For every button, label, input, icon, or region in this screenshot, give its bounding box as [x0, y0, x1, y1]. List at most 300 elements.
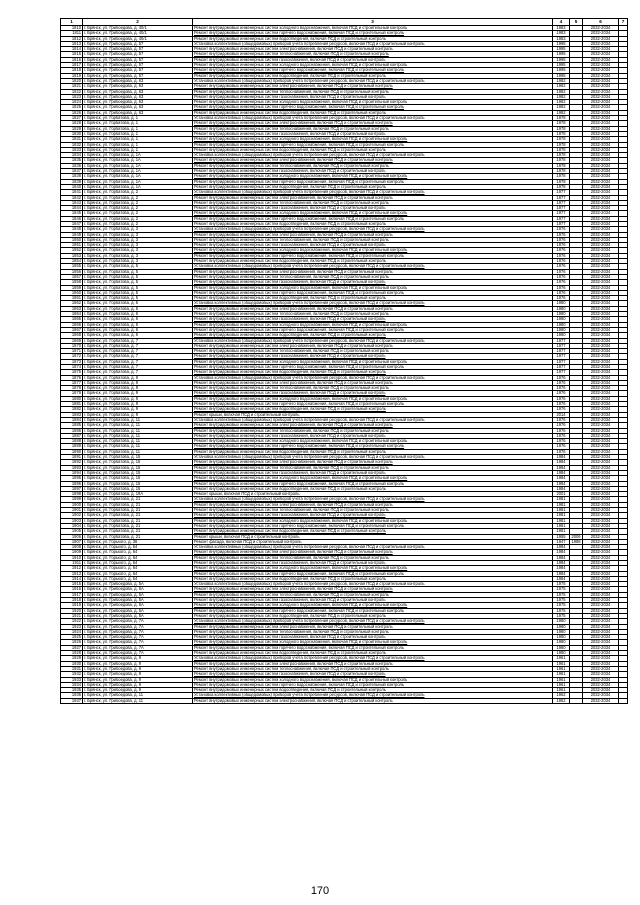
- address-cell: г. Брянск, ул. Горбатова, д. 9: [83, 412, 193, 417]
- plan-period-cell: 2032-2034: [583, 635, 619, 640]
- plan-period-cell: 2032-2034: [583, 582, 619, 587]
- build-year-cell: 1995: [553, 57, 570, 62]
- build-year-cell: 1976: [553, 380, 570, 385]
- row-number: 1813: [61, 41, 83, 46]
- work-type-cell: Ремонт внутридомовых инженерных систем горячего водоснабжения, включая ПСД и строительный контроль: [193, 253, 553, 258]
- address-cell: г. Брянск, ул. Грибоедова, д. 7А: [83, 629, 193, 634]
- plan-period-cell: 2032-2034: [583, 31, 619, 36]
- address-cell: г. Брянск, ул. Горбатова, д. 2: [83, 216, 193, 221]
- build-year-cell: 1976: [553, 259, 570, 264]
- header-cell: 6: [583, 19, 619, 26]
- address-cell: г. Брянск, ул. Горбатова, д. 7: [83, 343, 193, 348]
- build-year-cell: 1977: [553, 211, 570, 216]
- row-number: 1831: [61, 137, 83, 142]
- row-number: 1835: [61, 158, 83, 163]
- work-type-cell: Ремонт внутридомовых инженерных систем водоотведения, включая ПСД и строительный контроль: [193, 407, 553, 412]
- address-cell: г. Брянск, ул. Горбатова, д. 3: [83, 227, 193, 232]
- repair-year-cell: 2006: [571, 534, 581, 539]
- build-year-cell: 1977: [553, 195, 570, 200]
- address-cell: г. Брянск, ул. Горбатова, д. 21: [83, 508, 193, 513]
- plan-period-cell: 2032-2034: [583, 661, 619, 666]
- work-type-cell: Установка коллективных (общедомовых) приборов учета потребления ресурсов, включая ПСД и строительный контроль: [193, 338, 553, 343]
- row-number: 1935: [61, 688, 83, 693]
- build-year-cell: 1961: [553, 656, 570, 661]
- plan-period-cell: 2032-2034: [583, 121, 619, 126]
- row-number: 1840: [61, 184, 83, 189]
- build-year-cell: 1984: [553, 476, 570, 481]
- row-number: 1889: [61, 444, 83, 449]
- address-cell: г. Брянск, ул. Горбатова, д. 11: [83, 444, 193, 449]
- build-year-cell: 1976: [553, 439, 570, 444]
- build-year-cell: 1975: [553, 608, 570, 613]
- row-number: 1862: [61, 301, 83, 306]
- build-year-cell: 1961: [553, 661, 570, 666]
- build-year-cell: 1984: [553, 470, 570, 475]
- repair-year-cell: [570, 698, 583, 703]
- plan-period-cell: 2032-2034: [583, 153, 619, 158]
- row-number: 1824: [61, 100, 83, 105]
- work-type-cell: Ремонт внутридомовых инженерных систем холодного водоснабжения, включая ПСД и строительный контроль: [193, 359, 553, 364]
- build-year-cell: 1984: [553, 465, 570, 470]
- plan-period-cell: 2032-2034: [583, 592, 619, 597]
- build-year-cell: 1976: [553, 396, 570, 401]
- work-type-cell: Ремонт внутридомовых инженерных систем горячего водоснабжения, включая ПСД и строительный контроль: [193, 481, 553, 486]
- plan-period-cell: 2032-2034: [583, 206, 619, 211]
- plan-period-cell: 2032-2034: [583, 481, 619, 486]
- row-number: 1882: [61, 407, 83, 412]
- plan-period-cell: 2032-2034: [583, 68, 619, 73]
- row-number: 1845: [61, 211, 83, 216]
- build-year-cell: 1995: [553, 73, 570, 78]
- work-type-cell: Ремонт внутридомовых инженерных систем теплоснабжения, включая ПСД и строительный контроль: [193, 126, 553, 131]
- row-number: 1815: [61, 52, 83, 57]
- row-number: 1844: [61, 206, 83, 211]
- plan-period-cell: 2032-2034: [583, 116, 619, 121]
- build-year-cell: 1976: [553, 290, 570, 295]
- row-number: 1876: [61, 375, 83, 380]
- build-year-cell: 1983: [553, 36, 570, 41]
- build-year-cell: 1976: [553, 274, 570, 279]
- work-type-cell: Ремонт внутридомовых инженерных систем водоотведения, включая ПСД и строительный контроль: [193, 36, 553, 41]
- address-cell: г. Брянск, ул. Горбатова, д. 1А: [83, 174, 193, 179]
- work-type-cell: Ремонт крыши, включая ПСД и строительный контроль: [193, 534, 553, 539]
- work-type-cell: Ремонт внутридомовых инженерных систем водоотведения, включая ПСД и строительный контроль: [193, 73, 553, 78]
- address-cell: г. Брянск, ул. Горбатова, д. 3: [83, 243, 193, 248]
- row-number: 1893: [61, 465, 83, 470]
- work-type-cell: Ремонт внутридомовых инженерных систем электроснабжения, включая ПСД и строительный контроль: [193, 306, 553, 311]
- address-cell: г. Брянск, ул. Горбатова, д. 6: [83, 306, 193, 311]
- row-number: 1819: [61, 73, 83, 78]
- address-cell: г. Брянск, ул. Грибоедова, д. 7А: [83, 651, 193, 656]
- work-type-cell: Ремонт внутридомовых инженерных систем холодного водоснабжения, включая ПСД и строительный контроль: [193, 174, 553, 179]
- work-type-cell: Ремонт внутридомовых инженерных систем электроснабжения, включая ПСД и строительный контроль: [193, 587, 553, 592]
- plan-period-cell: 2032-2034: [583, 651, 619, 656]
- row-number: 1863: [61, 306, 83, 311]
- row-number: 1886: [61, 428, 83, 433]
- build-year-cell: 1976: [553, 375, 570, 380]
- address-cell: г. Брянск, ул. Грибоедова, д. 63: [83, 84, 193, 89]
- build-year-cell: 1976: [553, 433, 570, 438]
- build-year-cell: 1976: [553, 402, 570, 407]
- header-cell: 7: [619, 19, 628, 26]
- work-type-cell: Ремонт внутридомовых инженерных систем газоснабжения, включая ПСД и строительный контроль: [193, 57, 553, 62]
- plan-period-cell: 2032-2034: [583, 105, 619, 110]
- build-year-cell: 1984: [553, 576, 570, 581]
- build-year-cell: 1983: [553, 31, 570, 36]
- build-year-cell: 1961: [553, 688, 570, 693]
- build-year-cell: 1978: [553, 142, 570, 147]
- work-type-cell: Установка коллективных (общедомовых) приборов учета потребления ресурсов, включая ПСД и строительный контроль: [193, 497, 553, 502]
- build-year-cell: 1977: [553, 216, 570, 221]
- plan-period-cell: 2032-2034: [583, 338, 619, 343]
- plan-period-cell: 2032-2034: [583, 693, 619, 698]
- address-cell: г. Брянск, ул. Грибоедова, д. 5А: [83, 613, 193, 618]
- address-cell: г. Брянск, ул. Горбатова, д. 7: [83, 349, 193, 354]
- work-type-cell: Установка коллективных (общедомовых) приборов учета потребления ресурсов, включая ПСД и строительный контроль: [193, 455, 553, 460]
- build-year-cell: 1947: [553, 539, 570, 544]
- plan-period-cell: 2032-2034: [583, 508, 619, 513]
- build-year-cell: 1962: [553, 693, 570, 698]
- address-cell: г. Брянск, ул. Грибоедова, д. 7А: [83, 635, 193, 640]
- build-year-cell: 1982: [553, 100, 570, 105]
- build-year-cell: 1978: [553, 153, 570, 158]
- build-year-cell: 1978: [553, 163, 570, 168]
- work-type-cell: Ремонт внутридомовых инженерных систем горячего водоснабжения, включая ПСД и строительный контроль: [193, 682, 553, 687]
- row-number: 1869: [61, 338, 83, 343]
- row-number: 1932: [61, 672, 83, 677]
- plan-period-cell: 2032-2034: [583, 502, 619, 507]
- plan-period-cell: 2032-2034: [583, 380, 619, 385]
- address-cell: г. Брянск, ул. Грибоедова, д. 5А: [83, 608, 193, 613]
- row-number: 1832: [61, 142, 83, 147]
- row-number: 1937: [61, 698, 83, 703]
- address-cell: г. Брянск, ул. Горбатова, д. 1: [83, 121, 193, 126]
- plan-period-cell: 2032-2034: [583, 158, 619, 163]
- work-type-cell: Ремонт внутридомовых инженерных систем горячего водоснабжения, включая ПСД и строительный контроль: [193, 444, 553, 449]
- address-cell: г. Брянск, ул. Грибоедова, д. 63: [83, 100, 193, 105]
- row-number: 1896: [61, 481, 83, 486]
- row-number: 1843: [61, 200, 83, 205]
- plan-period-cell: 2032-2034: [583, 645, 619, 650]
- plan-period-cell: 2032-2034: [583, 545, 619, 550]
- build-year-cell: 1976: [553, 417, 570, 422]
- build-year-cell: 1975: [553, 603, 570, 608]
- plan-period-cell: 2032-2034: [583, 110, 619, 115]
- plan-period-cell: 2032-2034: [583, 184, 619, 189]
- address-cell: г. Брянск, ул. Грибоедова, д. 57: [83, 41, 193, 46]
- work-type-cell: Ремонт внутридомовых инженерных систем горячего водоснабжения, включая ПСД и строительный контроль: [193, 327, 553, 332]
- address-cell: г. Брянск, ул. Горбатова, д. 1А: [83, 169, 193, 174]
- build-year-cell: 1980: [553, 651, 570, 656]
- work-type-cell: Ремонт внутридомовых инженерных систем водоотведения, включая ПСД и строительный контроль: [193, 613, 553, 618]
- row-number: 1925: [61, 635, 83, 640]
- page-number: 170: [310, 885, 330, 897]
- row-number: 1873: [61, 359, 83, 364]
- build-year-cell: 1982: [553, 89, 570, 94]
- address-cell: г. Брянск, ул. Горбатова, д. 11: [83, 423, 193, 428]
- address-cell: г. Брянск, ул. Горбатова, д. 15: [83, 460, 193, 465]
- work-type-cell: Ремонт внутридомовых инженерных систем водоотведения, включая ПСД и строительный контроль: [193, 259, 553, 264]
- build-year-cell: 1977: [553, 349, 570, 354]
- row-number: 1884: [61, 417, 83, 422]
- work-type-cell: Ремонт внутридомовых инженерных систем горячего водоснабжения, включая ПСД и строительный контроль: [193, 402, 553, 407]
- build-year-cell: 1976: [553, 444, 570, 449]
- work-type-cell: Ремонт внутридомовых инженерных систем электроснабжения, включая ПСД и строительный контроль: [193, 502, 553, 507]
- plan-period-cell: 2032-2034: [583, 47, 619, 52]
- plan-period-cell: 2032-2034: [583, 296, 619, 301]
- row-number: 1846: [61, 216, 83, 221]
- build-year-cell: 1978: [553, 179, 570, 184]
- address-cell: г. Брянск, ул. Горького, д. 64: [83, 555, 193, 560]
- plan-period-cell: 2032-2034: [583, 89, 619, 94]
- work-type-cell: Ремонт внутридомовых инженерных систем горячего водоснабжения, включая ПСД и строительный контроль: [193, 68, 553, 73]
- address-cell: г. Брянск, ул. Горбатова, д. 2: [83, 206, 193, 211]
- plan-period-cell: 2032-2034: [583, 465, 619, 470]
- work-type-cell: Ремонт внутридомовых инженерных систем холодного водоснабжения, включая ПСД и строительный контроль: [193, 100, 553, 105]
- address-cell: г. Брянск, ул. Горбатова, д. 15: [83, 465, 193, 470]
- build-year-cell: 1977: [553, 370, 570, 375]
- address-cell: г. Брянск, ул. Грибоедова, д. 40/1: [83, 36, 193, 41]
- row-number: 1859: [61, 285, 83, 290]
- plan-period-cell: 2032-2034: [583, 444, 619, 449]
- build-year-cell: 1977: [553, 354, 570, 359]
- plan-period-cell: 2032-2034: [583, 94, 619, 99]
- build-year-cell: 1977: [553, 190, 570, 195]
- build-year-cell: 1975: [553, 598, 570, 603]
- work-type-cell: Установка коллективных (общедомовых) приборов учета потребления ресурсов, включая ПСД и строительный контроль: [193, 545, 553, 550]
- build-year-cell: 1961: [553, 666, 570, 671]
- work-type-cell: Ремонт внутридомовых инженерных систем горячего водоснабжения, включая ПСД и строительный контроль: [193, 142, 553, 147]
- plan-period-cell: 2032-2034: [583, 497, 619, 502]
- address-cell: г. Брянск, ул. Грибоедова, д. 9: [83, 656, 193, 661]
- row-number: 1909: [61, 550, 83, 555]
- work-type-cell: Ремонт внутридомовых инженерных систем газоснабжения, включая ПСД и строительный контроль: [193, 433, 553, 438]
- work-type-cell: Ремонт внутридомовых инженерных систем электроснабжения, включая ПСД и строительный контроль: [193, 423, 553, 428]
- work-type-cell: Ремонт внутридомовых инженерных систем электроснабжения, включая ПСД и строительный контроль: [193, 380, 553, 385]
- plan-period-cell: 2032-2034: [583, 402, 619, 407]
- plan-period-cell: 2032-2034: [583, 613, 619, 618]
- work-type-cell: Ремонт внутридомовых инженерных систем горячего водоснабжения, включая ПСД и строительный контроль: [193, 179, 553, 184]
- work-type-cell: Ремонт внутридомовых инженерных систем холодного водоснабжения, включая ПСД и строительный контроль: [193, 566, 553, 571]
- address-cell: г. Брянск, ул. Горбатова, д. 15: [83, 481, 193, 486]
- build-year-cell: 1984: [553, 550, 570, 555]
- row-number: 1836: [61, 163, 83, 168]
- build-year-cell: 1984: [553, 571, 570, 576]
- row-number: 1922: [61, 619, 83, 624]
- address-cell: г. Брянск, ул. Горбатова, д. 6: [83, 322, 193, 327]
- address-cell: г. Брянск, ул. Горбатова, д. 11: [83, 417, 193, 422]
- work-type-cell: Ремонт внутридомовых инженерных систем водоотведения, включая ПСД и строительный контроль: [193, 529, 553, 534]
- row-number: 1918: [61, 598, 83, 603]
- work-type-cell: Установка коллективных (общедомовых) приборов учета потребления ресурсов, включая ПСД и строительный контроль: [193, 619, 553, 624]
- address-cell: г. Брянск, ул. Горбатова, д. 1А: [83, 153, 193, 158]
- build-year-cell: 1976: [553, 237, 570, 242]
- plan-period-cell: 2032-2034: [583, 264, 619, 269]
- address-cell: г. Брянск, ул. Горбатова, д. 11: [83, 428, 193, 433]
- work-type-cell: Ремонт внутридомовых инженерных систем газоснабжения, включая ПСД и строительный контроль: [193, 635, 553, 640]
- build-year-cell: 1977: [553, 221, 570, 226]
- plan-period-cell: 2032-2034: [583, 290, 619, 295]
- plan-period-cell: 2032-2034: [583, 41, 619, 46]
- address-cell: г. Брянск, ул. Горбатова, д. 9: [83, 375, 193, 380]
- work-type-cell: Ремонт внутридомовых инженерных систем холодного водоснабжения, включая ПСД и строительный контроль: [193, 322, 553, 327]
- address-cell: г. Брянск, ул. Горбатова, д. 5: [83, 296, 193, 301]
- address-cell: г. Брянск, ул. Грибоедова, д. 11: [83, 693, 193, 698]
- work-type-cell: Ремонт внутридомовых инженерных систем водоотведения, включая ПСД и строительный контроль: [193, 486, 553, 491]
- build-year-cell: 1976: [553, 423, 570, 428]
- row-number: 1872: [61, 354, 83, 359]
- plan-period-cell: 2032-2034: [583, 195, 619, 200]
- work-type-cell: Ремонт внутридомовых инженерных систем газоснабжения, включая ПСД и строительный контроль: [193, 672, 553, 677]
- work-type-cell: Ремонт внутридомовых инженерных систем газоснабжения, включая ПСД и строительный контроль: [193, 94, 553, 99]
- build-year-cell: 1975: [553, 592, 570, 597]
- build-year-cell: 1980: [553, 312, 570, 317]
- build-year-cell: 1982: [553, 110, 570, 115]
- row-number: 1890: [61, 449, 83, 454]
- row-number: 1821: [61, 84, 83, 89]
- work-type-cell: Ремонт внутридомовых инженерных систем теплоснабжения, включая ПСД и строительный контроль: [193, 237, 553, 242]
- work-type-cell: Ремонт внутридомовых инженерных систем теплоснабжения, включая ПСД и строительный контроль: [193, 508, 553, 513]
- build-year-cell: 1975: [553, 613, 570, 618]
- row-number: 1902: [61, 513, 83, 518]
- work-type-cell: Ремонт внутридомовых инженерных систем газоснабжения, включая ПСД и строительный контроль: [193, 391, 553, 396]
- row-number: 1920: [61, 608, 83, 613]
- row-number: 1921: [61, 613, 83, 618]
- work-type-cell: Ремонт внутридомовых инженерных систем теплоснабжения, включая ПСД и строительный контроль: [193, 465, 553, 470]
- plan-period-cell: 2032-2034: [583, 523, 619, 528]
- row-number: 1854: [61, 259, 83, 264]
- plan-period-cell: 2032-2034: [583, 492, 619, 497]
- plan-period-cell: 2032-2034: [583, 163, 619, 168]
- row-number: 1929: [61, 656, 83, 661]
- plan-period-cell: 2032-2034: [583, 598, 619, 603]
- plan-period-cell: 2032-2034: [583, 274, 619, 279]
- row-number: 1852: [61, 248, 83, 253]
- capital-repair-table: [60, 18, 628, 704]
- address-cell: г. Брянск, ул. Горбатова, д. 9: [83, 402, 193, 407]
- build-year-cell: 1984: [553, 486, 570, 491]
- row-number: 1924: [61, 629, 83, 634]
- plan-period-cell: 2032-2034: [583, 407, 619, 412]
- plan-period-cell: 2032-2034: [583, 682, 619, 687]
- work-type-cell: Ремонт внутридомовых инженерных систем электроснабжения, включая ПСД и строительный контроль: [193, 550, 553, 555]
- work-type-cell: Ремонт внутридомовых инженерных систем теплоснабжения, включая ПСД и строительный контроль: [193, 428, 553, 433]
- work-type-cell: Ремонт внутридомовых инженерных систем теплоснабжения, включая ПСД и строительный контроль: [193, 89, 553, 94]
- plan-period-cell: 2032-2034: [583, 343, 619, 348]
- row-number: 1817: [61, 63, 83, 68]
- row-number: 1861: [61, 296, 83, 301]
- plan-period-cell: 2032-2034: [583, 285, 619, 290]
- work-type-cell: Ремонт внутридомовых инженерных систем электроснабжения, включая ПСД и строительный контроль: [193, 232, 553, 237]
- plan-period-cell: 2032-2034: [583, 534, 619, 539]
- plan-period-cell: 2032-2034: [583, 221, 619, 226]
- build-year-cell: 1981: [553, 518, 570, 523]
- build-year-cell: 1981: [553, 497, 570, 502]
- address-cell: г. Брянск, ул. Горбатова, д. 3: [83, 259, 193, 264]
- plan-period-cell: 2032-2034: [583, 587, 619, 592]
- work-type-cell: Ремонт внутридомовых инженерных систем водоотведения, включая ПСД и строительный контроль: [193, 296, 553, 301]
- address-cell: г. Брянск, ул. Грибоедова, д. 57: [83, 47, 193, 52]
- row-number: 1916: [61, 587, 83, 592]
- work-type-cell: Ремонт внутридомовых инженерных систем горячего водоснабжения, включая ПСД и строительный контроль: [193, 365, 553, 370]
- build-year-cell: 1980: [553, 322, 570, 327]
- work-type-cell: Ремонт внутридомовых инженерных систем электроснабжения, включая ПСД и строительный контроль: [193, 661, 553, 666]
- build-year-cell: 2001: [553, 492, 570, 497]
- plan-period-cell: 2032-2034: [583, 677, 619, 682]
- build-year-cell: 1976: [553, 253, 570, 258]
- address-cell: г. Брянск, ул. Грибоедова, д. 5А: [83, 598, 193, 603]
- plan-period-cell: 2032-2034: [583, 486, 619, 491]
- build-year-cell: 1961: [553, 677, 570, 682]
- extra-cell: [619, 698, 628, 703]
- row-number: 1822: [61, 89, 83, 94]
- address-cell: г. Брянск, ул. Грибоедова, д. 63: [83, 105, 193, 110]
- address-cell: г. Брянск, ул. Горбатова, д. 6: [83, 312, 193, 317]
- plan-period-cell: 2032-2034: [583, 433, 619, 438]
- address-cell: г. Брянск, ул. Горбатова, д. 5: [83, 285, 193, 290]
- row-number: 1891: [61, 455, 83, 460]
- address-cell: г. Брянск, ул. Грибоедова, д. 5А: [83, 592, 193, 597]
- address-cell: г. Брянск, ул. Горбатова, д. 1: [83, 131, 193, 136]
- build-year-cell: 1978: [553, 126, 570, 131]
- work-type-cell: Ремонт внутридомовых инженерных систем электроснабжения, включая ПСД и строительный контроль: [193, 84, 553, 89]
- plan-period-cell: 2032-2034: [583, 391, 619, 396]
- plan-period-cell: 2032-2034: [583, 190, 619, 195]
- address-cell: г. Брянск, ул. Грибоедова, д. 11: [83, 698, 193, 703]
- plan-period-cell: 2032-2034: [583, 656, 619, 661]
- plan-period-cell: 2032-2034: [583, 306, 619, 311]
- plan-period-cell: 2032-2034: [583, 550, 619, 555]
- work-type-cell: Ремонт внутридомовых инженерных систем водоотведения, включая ПСД и строительный контроль: [193, 370, 553, 375]
- address-cell: г. Брянск, ул. Горбатова, д. 15: [83, 486, 193, 491]
- plan-period-cell: 2032-2034: [583, 375, 619, 380]
- plan-period-cell: 2032-2034: [583, 608, 619, 613]
- address-cell: г. Брянск, ул. Горбатова, д. 15: [83, 476, 193, 481]
- address-cell: г. Брянск, ул. Грибоедова, д. 7А: [83, 645, 193, 650]
- plan-period-cell: 2032-2034: [583, 349, 619, 354]
- plan-period-cell: 2032-2034: [583, 317, 619, 322]
- repair-year-cell: 1988: [571, 539, 581, 544]
- plan-period-cell: 2032-2034: [583, 566, 619, 571]
- header-cell: 3: [193, 19, 553, 26]
- address-cell: г. Брянск, ул. Горбатова, д. 1: [83, 147, 193, 152]
- plan-period-cell: 2032-2034: [583, 624, 619, 629]
- build-year-cell: 1980: [553, 619, 570, 624]
- work-type-cell: Ремонт внутридомовых инженерных систем теплоснабжения, включая ПСД и строительный контроль: [193, 349, 553, 354]
- row-number: 1923: [61, 624, 83, 629]
- header-cell: 4: [553, 19, 570, 26]
- work-type-cell: Ремонт внутридомовых инженерных систем холодного водоснабжения, включая ПСД и строительный контроль: [193, 640, 553, 645]
- work-type-cell: Ремонт внутридомовых инженерных систем водоотведения, включая ПСД и строительный контроль: [193, 110, 553, 115]
- row-number: 1917: [61, 592, 83, 597]
- address-cell: г. Брянск, ул. Горбатова, д. 9: [83, 396, 193, 401]
- address-cell: г. Брянск, ул. Горбатова, д. 5: [83, 264, 193, 269]
- plan-period-cell: 2032-2034: [583, 354, 619, 359]
- work-type-cell: Ремонт внутридомовых инженерных систем холодного водоснабжения, включая ПСД и строительный контроль: [193, 518, 553, 523]
- row-number: 1901: [61, 508, 83, 513]
- address-cell: г. Брянск, ул. Горбатова, д. 1А: [83, 184, 193, 189]
- plan-period-cell: 2032-2034: [583, 100, 619, 105]
- work-type-cell: Ремонт внутридомовых инженерных систем горячего водоснабжения, включая ПСД и строительный контроль: [193, 645, 553, 650]
- plan-period-cell: 2032-2034: [583, 216, 619, 221]
- plan-period-cell: 2032-2034: [583, 312, 619, 317]
- work-type-cell: Ремонт внутридомовых инженерных систем электроснабжения, включая ПСД и строительный контроль: [193, 698, 553, 703]
- address-cell: г. Брянск, ул. Горбатова, д. 21: [83, 513, 193, 518]
- address-cell: г. Брянск, ул. Грибоедова, д. 63: [83, 110, 193, 115]
- plan-period-cell: 2032-2034: [583, 576, 619, 581]
- plan-period-cell: 2032-2034: [583, 301, 619, 306]
- row-number: 1812: [61, 36, 83, 41]
